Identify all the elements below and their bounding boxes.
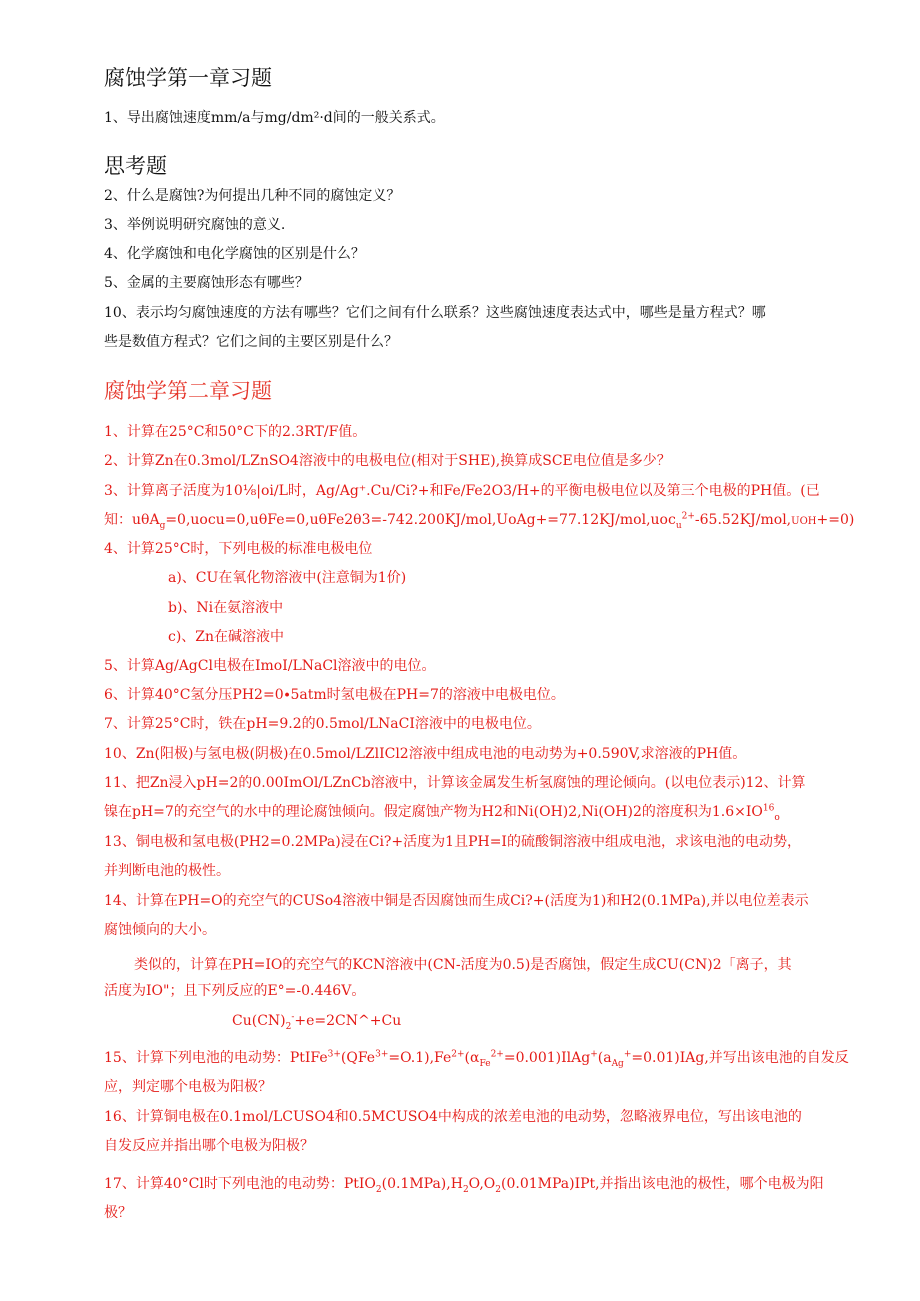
ch2-question-11-line2: 镍在pH=7的充空气的水中的理论腐蚀倾向。假定腐蚀产物为H2和Ni(OH)2,Ni(OH)2的溶度积为$1.6\times IO^{16}_o$: [104, 803, 780, 823]
ch2-question-7: 7、计算25°C时，铁在pH=9.2的0.5mol∕LNaCI溶液中的电极电位。: [104, 716, 541, 732]
ch2-question-10: 10、Zn(阳极)与氢电极(阴极)在0.5mol∕LZlICl2溶液中组成电池的电动势为+0.590V,求溶液的PH值。: [104, 746, 747, 762]
ch2-question-5: 5、计算Ag/AgCl电极在ImoI/LNaCl溶液中的电位。: [104, 658, 436, 674]
ch2-question-4a: a)、CU在氧化物溶液中(注意铜为1价): [168, 570, 407, 586]
ch2-question-14-line1: 14、计算在PH=O的充空气的CUSo4溶液中铜是否因腐蚀而生成Ci?+(活度为1)和H2(0.1MPa),并以电位差表示: [104, 893, 809, 909]
ch2-question-15-line2: 应，判定哪个电极为阳极？: [104, 1079, 272, 1095]
ch2-question-3-line2: 知：uθA$_g$=0,uocu=0,uθFe=0,uθFe2θ3=-742.200KJ/mol,UoAg+=77.12KJ∕mol,uoc$_u^{2+}$-65.52KJ∕mol,UOH+=0): [104, 511, 855, 531]
ch1-question-1: 1、导出腐蚀速度mm/a与mg∕dm²·d间的一般关系式。: [104, 110, 445, 126]
ch2-question-17-line1: 17、计算40°Cl时下列电池的电动势：$PtIO_2(0.1MPa),H_2O,O_2(0.01MPa)IPt$,并指出该电池的极性，哪个电极为阳: [104, 1176, 824, 1195]
think-question-2: 2、什么是腐蚀?为何提出几种不同的腐蚀定义？: [104, 188, 401, 204]
thinking-questions-title: 思考题: [104, 154, 167, 178]
ch2-question-14-line4: 活度为IO"；且下列反应的E°=-0.446V。: [104, 983, 366, 999]
ch2-question-2: 2、计算Zn在0.3mol∕LZnSO4溶液中的电极电位(相对于SHE),换算成SCE电位值是多少？: [104, 453, 671, 469]
ch2-question-14-line3: 类似的，计算在PH=IO的充空气的KCN溶液中(CN-活度为0.5)是否腐蚀，假定生成CU(CN)2「离子，其: [134, 957, 792, 973]
ch2-question-4: 4、计算25°C时，下列电极的标准电极电位: [104, 541, 373, 557]
ch2-question-13-line2: 并判断电池的极性。: [104, 863, 230, 879]
ch2-question-4c: c)、Zn在碱溶液中: [168, 629, 285, 645]
chapter-1-title: 腐蚀学第一章习题: [104, 66, 272, 90]
think-question-5: 5、金属的主要腐蚀形态有哪些？: [104, 275, 309, 291]
ch2-question-1: 1、计算在25°C和50°C下的2.3RT/F值。: [104, 424, 367, 440]
think-question-4: 4、化学腐蚀和电化学腐蚀的区别是什么？: [104, 246, 365, 262]
ch2-question-6: 6、计算40°C氢分压PH2=0∙5atm时氢电极在PH=7的溶液中电极电位。: [104, 687, 565, 703]
ch2-question-3-line1: 3、计算离子活度为10⅛|oi∕L时，Ag/Ag⁺.Cu/Ci?+和Fe∕Fe2O3∕H+的平衡电极电位以及第三个电极的PH值。(已: [104, 483, 820, 499]
ch2-question-11-line1: 11、把Zn浸入pH=2的0.00ImOl/LZnCb溶液中，计算该金属发生析氢腐蚀的理论倾向。(以电位表示)12、计算: [104, 775, 806, 791]
ch2-question-4b: b)、Ni在氨溶液中: [168, 600, 284, 616]
ch2-question-14-equation: $Cu(CN)_2^-+e=2CN\^{}+Cu$: [232, 1012, 402, 1032]
ch2-question-13-line1: 13、铜电极和氢电极(PH2=0.2MPa)浸在Ci?+活度为1且PH=I的硫酸铜溶液中组成电池，求该电池的电动势，: [104, 834, 801, 850]
ch2-question-17-line2: 极？: [104, 1205, 132, 1221]
ch2-question-16-line2: 自发反应并指出哪个电极为阳极？: [104, 1138, 314, 1154]
think-question-3: 3、举例说明研究腐蚀的意义.: [104, 217, 286, 233]
think-question-10-line1: 10、表示均匀腐蚀速度的方法有哪些？它们之间有什么联系？这些腐蚀速度表达式中，哪些是量方程式？哪: [104, 305, 766, 321]
ch2-question-14-line2: 腐蚀倾向的大小。: [104, 922, 216, 938]
ch2-question-15-line1: 15、计算下列电池的电动势：$PtIFe^{3+}(QFe^{3+}=O.1),Fe^{2+}(\alpha_{Fe}^{2+}=0.001)IlAg^+(a_{Ag}^+=0.01)IAg$,并写出该电池的自发反: [104, 1049, 849, 1069]
chapter-2-title: 腐蚀学第二章习题: [104, 379, 272, 403]
ch2-question-16-line1: 16、计算铜电极在0.1mol∕LCUSO4和0.5MCUSO4中构成的浓差电池的电动势，忽略液界电位，写出该电池的: [104, 1109, 802, 1125]
think-question-10-line2: 些是数值方程式？它们之间的主要区别是什么？: [104, 334, 398, 350]
